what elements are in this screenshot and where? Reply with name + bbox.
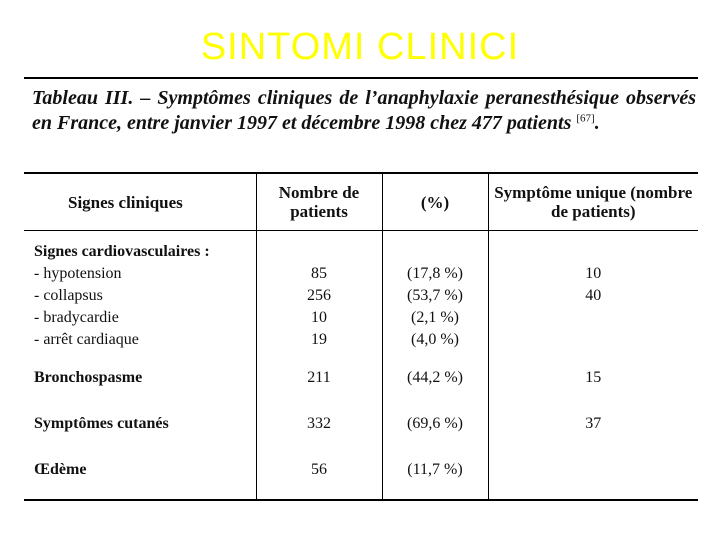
- table-row-cardiovascular: [24, 231, 698, 362]
- table-row-bronchospasme: [24, 361, 698, 407]
- unique-bronchospasme: 15: [585, 369, 602, 386]
- header-row: [24, 173, 698, 231]
- patients-bronchospasme: 211: [256, 361, 382, 407]
- patients-collapsus: 256: [307, 287, 331, 304]
- sign-arret-cardiaque: - arrêt cardiaque: [34, 331, 139, 348]
- patients-cutanes: 332: [256, 407, 382, 453]
- unique-cutanes: 37: [585, 415, 602, 432]
- cardio-patients-cell: [256, 231, 382, 362]
- sign-bronchospasme: Bronchospasme: [34, 369, 143, 386]
- cardio-signs-cell: [24, 231, 256, 362]
- slide-title: SINTOMI CLINICI: [200, 26, 520, 68]
- header-unique: Symptôme unique (nombre de patients): [488, 173, 698, 231]
- caption-end: .: [594, 112, 600, 134]
- percent-cutanes: (69,6 %): [382, 407, 488, 453]
- percent-collapsus: (53,7 %): [407, 287, 463, 304]
- sign-bradycardie: - bradycardie: [34, 309, 119, 326]
- unique-arret-cardiaque: [493, 329, 695, 351]
- header-patients: Nombre de patients: [256, 173, 382, 231]
- patients-bradycardie: 10: [311, 309, 327, 326]
- sign-cutanes: Symptômes cutanés: [34, 415, 169, 432]
- percent-bradycardie: (2,1 %): [411, 309, 459, 326]
- patients-arret-cardiaque: 19: [311, 331, 327, 348]
- sign-oedeme: Œdème: [34, 461, 87, 478]
- percent-oedeme: (11,7 %): [382, 453, 488, 500]
- top-rule: [24, 77, 698, 79]
- header-percent: (%): [382, 173, 488, 231]
- sign-hypotension: - hypotension: [34, 265, 122, 282]
- caption-reference: [67]: [576, 112, 595, 125]
- table-row-oedeme: [24, 453, 698, 500]
- sign-collapsus: - collapsus: [34, 287, 103, 304]
- percent-hypotension: (17,8 %): [407, 265, 463, 282]
- table-row-cutanes: [24, 407, 698, 453]
- symptoms-table: [24, 172, 698, 501]
- unique-oedeme: [488, 453, 698, 500]
- patients-oedeme: 56: [256, 453, 382, 500]
- cardio-group-label: Signes cardiovasculaires :: [34, 243, 210, 260]
- unique-collapsus: 40: [585, 287, 602, 304]
- percent-bronchospasme: (44,2 %): [382, 361, 488, 407]
- percent-arret-cardiaque: (4,0 %): [411, 331, 459, 348]
- header-signs: Signes cliniques: [24, 173, 256, 231]
- caption-text: Tableau III. – Symptômes cliniques de l’anaphylaxie peranesthésique observés en France, entre janvier 1997 et décembre 1998 chez 477 patients: [32, 87, 696, 134]
- cardio-unique-cell: [488, 231, 698, 362]
- patients-hypotension: 85: [311, 265, 327, 282]
- table-caption: [32, 86, 696, 136]
- unique-hypotension: 10: [585, 265, 602, 282]
- cardio-percent-cell: [382, 231, 488, 362]
- unique-bradycardie: [493, 307, 695, 329]
